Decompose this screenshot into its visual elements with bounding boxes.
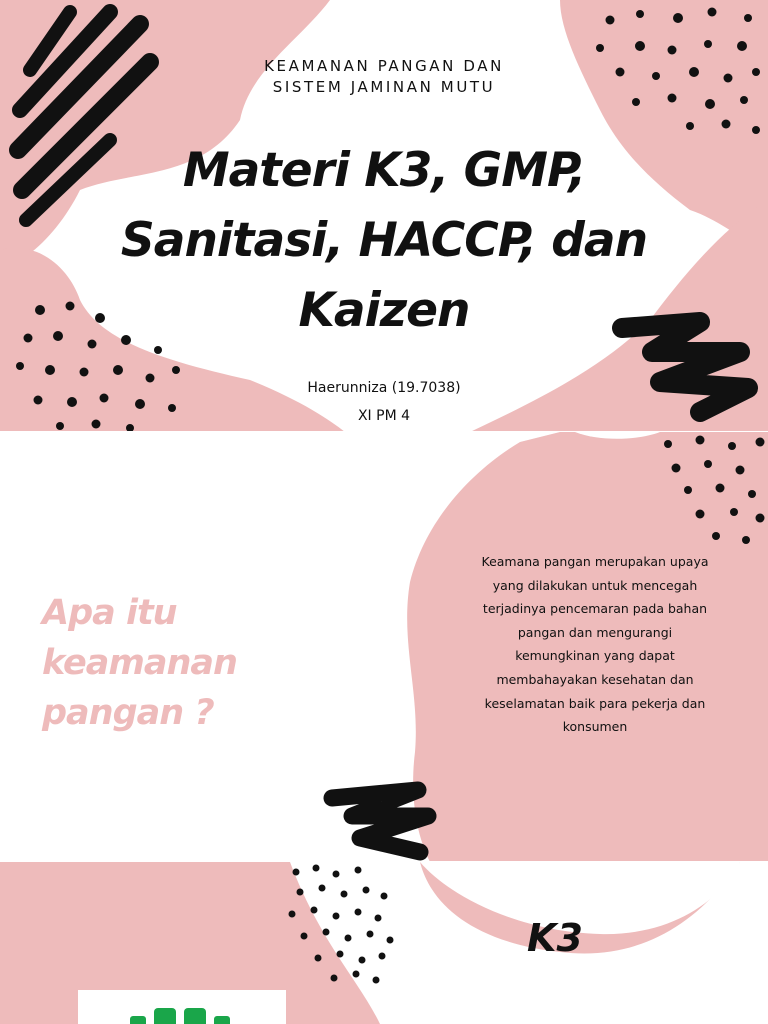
title-line-1: Materi K3, GMP,	[182, 143, 586, 198]
definition-line: konsumen	[562, 719, 628, 735]
definition-line: pangan dan mengurangi	[517, 624, 673, 640]
title-line-2: Sanitasi, HACCP, dan	[120, 213, 648, 268]
k3-subtitle-line-2: KERJA)	[530, 1006, 590, 1024]
k3-subtitle	[370, 984, 750, 1024]
question-line-2: pangan ?	[42, 693, 214, 733]
definition-line: kemungkinan yang dapat	[515, 648, 675, 664]
k3-logo-image	[78, 990, 286, 1024]
author-class: XI PM 4	[357, 408, 411, 424]
k3-subtitle-line-1: (KESELAMATAN DAN KESEHATAN	[416, 985, 704, 1003]
definition-line: membahayakan kesehatan dan	[496, 671, 694, 687]
author-block	[0, 374, 768, 430]
k3-title: K3	[527, 916, 583, 960]
subtitle-line-2: SISTEM JAMINAN MUTU	[272, 78, 496, 96]
definition-line: terjadinya pencemaran pada bahan	[482, 601, 708, 617]
presentation-title	[84, 136, 684, 346]
k3-logo-icon	[78, 990, 286, 1024]
definition-line: Keamana pangan merupakan upaya	[481, 554, 709, 569]
section-question	[42, 588, 382, 738]
definition-line: yang dilakukan untuk mencegah	[492, 577, 698, 593]
slide-k3	[0, 862, 768, 1024]
presentation-subtitle	[0, 56, 768, 98]
author-name: Haerunniza (19.7038)	[307, 380, 461, 396]
slide-title	[0, 0, 768, 432]
subtitle-line-1: KEAMANAN PANGAN DAN	[264, 57, 504, 75]
slide-food-safety	[0, 432, 768, 862]
definition-line: keselamatan baik para pekerja dan	[484, 695, 706, 711]
title-line-3: Kaizen	[298, 283, 470, 338]
definition-paragraph	[455, 550, 735, 739]
question-line-1: Apa itu keamanan	[42, 593, 237, 683]
